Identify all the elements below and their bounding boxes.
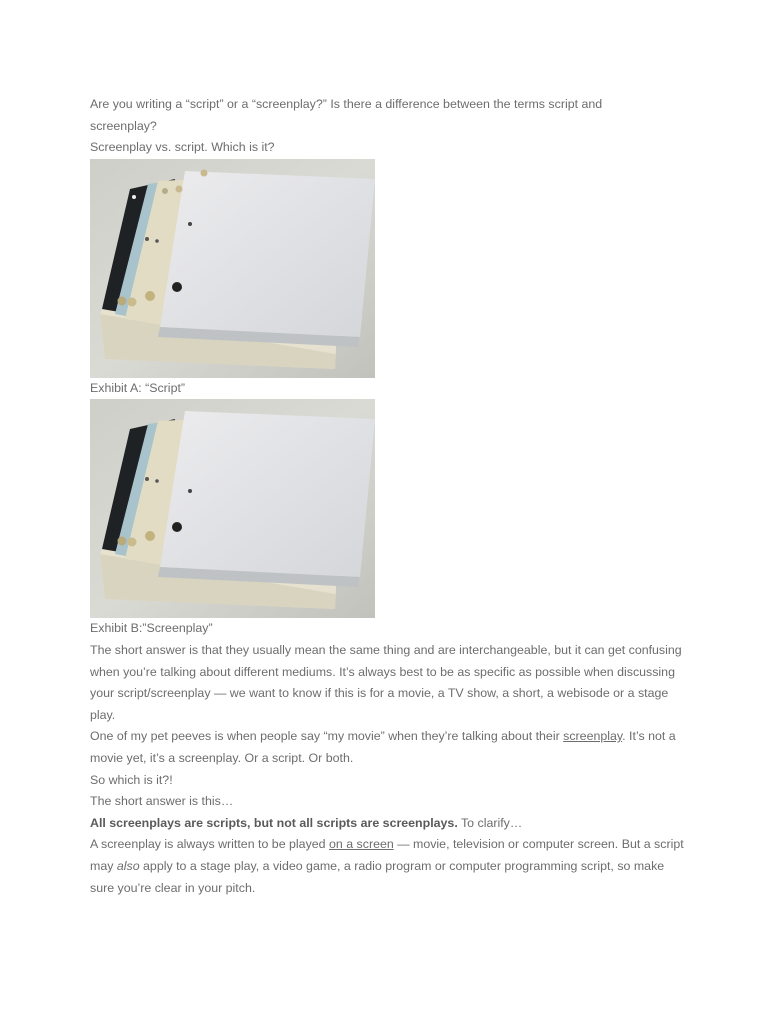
paragraph-pet-peeves: [90, 726, 690, 769]
exhibit-a-photo: [90, 159, 375, 378]
also-emphasis: also: [116, 858, 140, 873]
exhibit-a-caption: Exhibit A: “Script”: [90, 380, 186, 395]
paragraph-which-is-it: So which is it?!: [90, 772, 173, 787]
paragraph-short-answer-this: The short answer is this…: [90, 794, 234, 809]
on-a-screen-link[interactable]: on a screen: [329, 837, 394, 852]
article: [90, 94, 690, 899]
exhibit-b-caption: Exhibit B:”Screenplay”: [90, 621, 213, 636]
paragraph-screen-definition: [90, 834, 690, 899]
intro-line-2: screenplay?: [90, 118, 157, 133]
intro-line-1: Are you writing a “script” or a “screenplay?” Is there a difference between the terms script and: [90, 97, 603, 111]
clarify-text: To clarify…: [457, 815, 523, 830]
definition-text-end: apply to a stage play, a video game, a radio program or computer programming script, so make sure you’re clear in your pitch.: [90, 858, 665, 895]
paragraph-clarify: [90, 813, 690, 835]
pet-peeves-text-end: . It’s not a movie yet, it’s a screenplay. Or a script. Or both.: [90, 729, 676, 765]
paragraph-short-answer: The short answer is that they usually mean the same thing and are interchangeable, but it can get confusing when you’re talking about different mediums. It’s always best to be as specific as possible when discussing your script/screenplay — we want to know if this is for a movie, a TV show, a short, a webisode or a stage play.: [90, 642, 682, 722]
screenplay-link[interactable]: screenplay: [563, 729, 623, 744]
definition-text-start: A screenplay is always written to be played: [90, 837, 329, 852]
key-statement: All screenplays are scripts, but not all scripts are screenplays.: [90, 815, 458, 830]
exhibit-b-photo: [90, 399, 375, 618]
definition-text-mid: — movie, television or computer screen. But a script may: [90, 837, 684, 873]
intro-line-3: Screenplay vs. script. Which is it?: [90, 140, 275, 155]
pet-peeves-text-start: One of my pet peeves is when people say “my movie” when they’re talking about their: [90, 729, 564, 744]
